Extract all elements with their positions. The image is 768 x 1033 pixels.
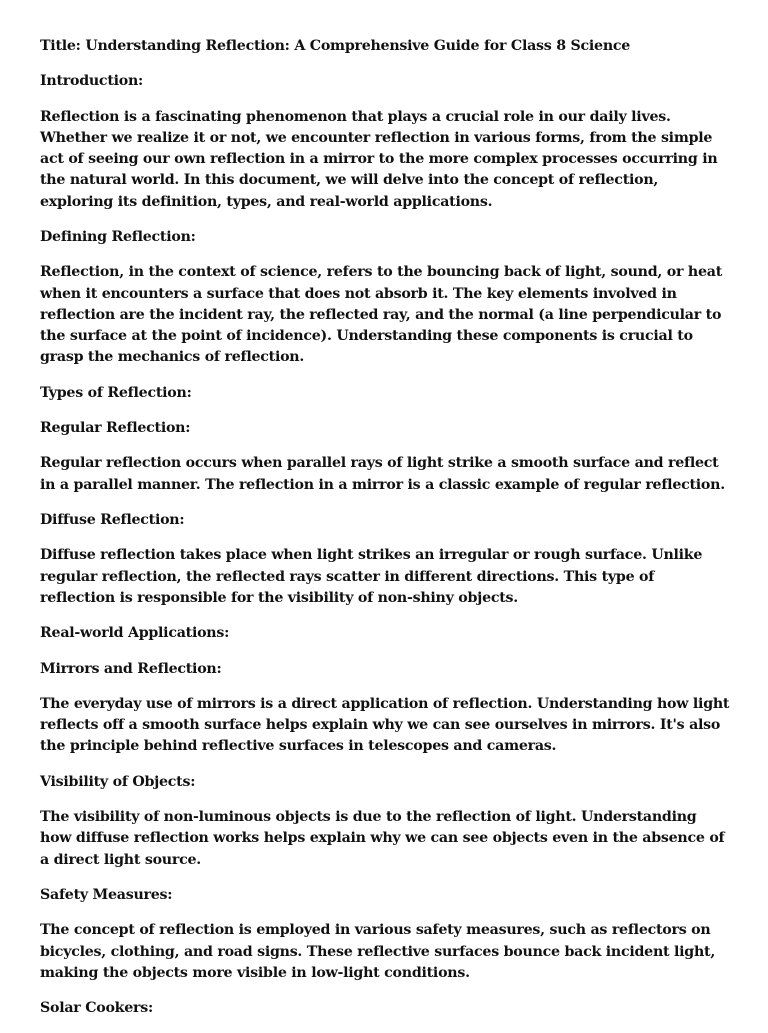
safety-measures-paragraph: The concept of reflection is employed in various safety measures, such as reflectors on bicycles, clothing, and road signs. These reflective surfaces bounce back incident light, making the objects more visible in low-light conditions. <box>40 922 716 981</box>
real-world-applications-heading: Real-world Applications: <box>40 625 230 642</box>
introduction-paragraph: Reflection is a fascinating phenomenon that plays a crucial role in our daily lives. Whether we realize it or not, we encounter reflection in various forms, from the simple act of seeing our own reflection in a mirror to the more complex processes occurring in the natural world. In this document, we will delve into the concept of reflection, exploring its definition, types, and real-world applications. <box>40 108 718 210</box>
defining-reflection-paragraph: Reflection, in the context of science, refers to the bouncing back of light, sound, or heat when it encounters a surface that does not absorb it. The key elements involved in reflection are the incident ray, the reflected ray, and the normal (a line perpendicular to the surface at the point of incidence). Understanding these components is crucial to grasp the mechanics of reflection. <box>40 264 723 366</box>
visibility-heading: Visibility of Objects: <box>40 773 196 790</box>
regular-reflection-heading: Regular Reflection: <box>40 419 191 436</box>
visibility-paragraph: The visibility of non-luminous objects is due to the reflection of light. Understanding how diffuse reflection works helps explain why we can see objects even in the absence of a direct light source. <box>40 809 725 868</box>
solar-cookers-heading: Solar Cookers: <box>40 1000 153 1017</box>
diffuse-reflection-paragraph: Diffuse reflection takes place when light strikes an irregular or rough surface. Unlike regular reflection, the reflected rays scatter in different directions. This type of reflection is responsible for the visibility of non-shiny objects. <box>40 547 703 606</box>
mirrors-paragraph: The everyday use of mirrors is a direct application of reflection. Understanding how light reflects off a smooth surface helps explain why we can see ourselves in mirrors. It's also the principle behind reflective surfaces in telescopes and cameras. <box>40 695 730 755</box>
diffuse-reflection-heading: Diffuse Reflection: <box>40 511 185 528</box>
document-title: Title: Understanding Reflection: A Comprehensive Guide for Class 8 Science <box>40 38 631 54</box>
introduction-heading: Introduction: <box>40 73 144 90</box>
defining-reflection-heading: Defining Reflection: <box>40 228 196 245</box>
regular-reflection-paragraph: Regular reflection occurs when parallel rays of light strike a smooth surface and reflect in a parallel manner. The reflection in a mirror is a classic example of regular reflection. <box>40 455 725 493</box>
types-of-reflection-heading: Types of Reflection: <box>40 384 192 401</box>
mirrors-heading: Mirrors and Reflection: <box>40 660 222 677</box>
document-page <box>40 36 730 1033</box>
safety-measures-heading: Safety Measures: <box>40 886 173 903</box>
